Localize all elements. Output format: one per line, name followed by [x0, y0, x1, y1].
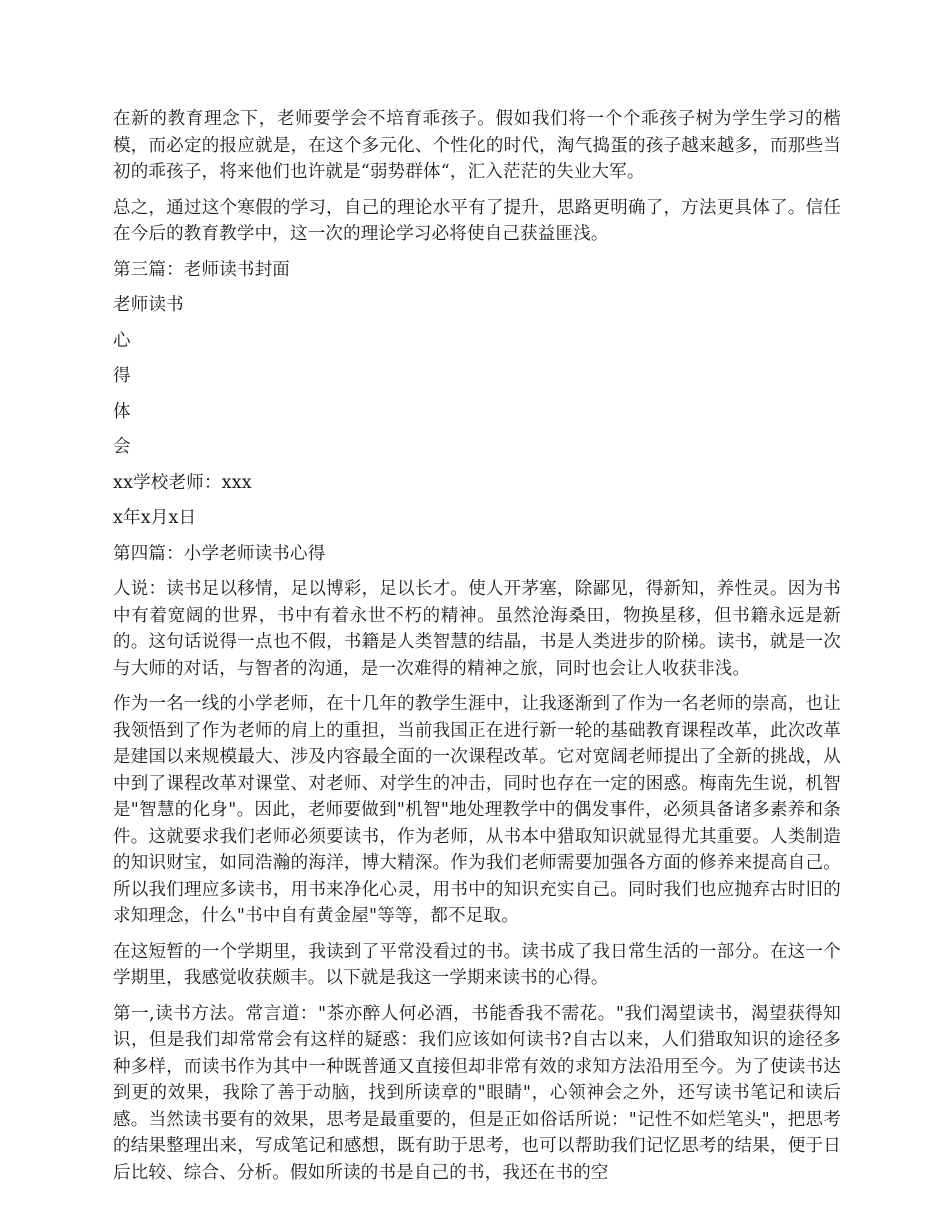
cover-char-xin: 心 — [113, 330, 131, 351]
paragraph-semester: 在这短暂的一个学期里，我读到了平常没看过的书。读书成了我日常生活的一部分。在这一个学期里，我感觉收获颇丰。以下就是我这一学期来读书的心得。 — [113, 941, 841, 988]
section-heading-fourth: 第四篇：小学老师读书心得 — [113, 543, 326, 564]
cover-title: 老师读书 — [113, 295, 184, 315]
cover-char-de: 得 — [113, 366, 131, 386]
paragraph-conclusion: 总之，通过这个寒假的学习，自己的理论水平有了提升，思路更明确了，方法更具体了。信任在今后的教育教学中，这一次的理论学习必将使自己获益匪浅。 — [113, 197, 841, 244]
paragraph-reading-method: 第一,读书方法。常言道："茶亦醉人何必酒，书能香我不需花。"我们渴望读书，渴望获得知识，但是我们却常常会有这样的疑惑：我们应该如何读书?自古以来，人们猎取知识的途径多种多样，而读书作为其中一种既普通又直接但却非常有效的求知方法沿用至今。为了使读书达到更的效果，我除了善于动脑，找到所读章的"眼睛"，心领神会之外，还写读书笔记和读后感。当然读书要有的效果，思考是最重要的，但是正如俗话所说："记性不如烂笔头"，把思考的结果整理出来，写成笔记和感想，既有助于思考，也可以帮助我们记忆思考的结果，便于日后比较、综合、分析。假如所读的书是自己的书，我还在书的空 — [113, 1003, 841, 1183]
cover-author: xx学校老师：xxx — [113, 472, 252, 493]
cover-char-hui: 会 — [113, 437, 131, 457]
document-body — [113, 106, 841, 1195]
paragraph-reading-quote: 人说：读书足以移情，足以博彩，足以长才。使人开茅塞，除鄙见，得新知，养性灵。因为书中有着宽阔的世界，书中有着永世不朽的精神。虽然沧海桑田，物换星移，但书籍永远是新的。这句话说得一点也不假，书籍是人类智慧的结晶，书是人类进步的阶梯。读书，就是一次与大师的对话，与智者的沟通，是一次难得的精神之旅，同时也会让人收获非浅。 — [113, 579, 841, 679]
cover-char-ti: 体 — [113, 401, 131, 422]
paragraph-teacher-role: 作为一名一线的小学老师，在十几年的教学生涯中，让我逐渐到了作为一名老师的崇高，也让我领悟到了作为老师的肩上的重担，当前我国正在进行新一轮的基础教育课程改革，此次改革是建国以来规模最大、涉及内容最全面的一次课程改革。它对宽阔老师提出了全新的挑战，从中到了课程改革对课堂、对老师、对学生的冲击，同时也存在一定的困惑。梅南先生说，机智是"智慧的化身"。因此，老师要做到"机智"地处理教学中的偶发事件，必须具备诸多素养和条件。这就要求我们老师必须要读书，作为老师，从书本中猎取知识就显得尤其重要。人类制造的知识财宝，如同浩瀚的海洋，博大精深。作为我们老师需要加强各方面的修养来提高自己。所以我们理应多读书，用书来净化心灵，用书中的知识充实自己。同时我们也应抛弃古时旧的求知理念，什么"书中自有黄金屋"等等，都不足取。 — [113, 694, 841, 926]
section-heading-third: 第三篇：老师读书封面 — [113, 259, 290, 280]
paragraph-good-children: 在新的教育理念下，老师要学会不培育乖孩子。假如我们将一个个乖孩子树为学生学习的楷模，而必定的报应就是，在这个多元化、个性化的时代，淘气捣蛋的孩子越来越多，而那些当初的乖孩子，将来他们也许就是“弱势群体“，汇入茫茫的失业大军。 — [113, 109, 841, 182]
cover-date: x年x月x日 — [113, 508, 197, 528]
